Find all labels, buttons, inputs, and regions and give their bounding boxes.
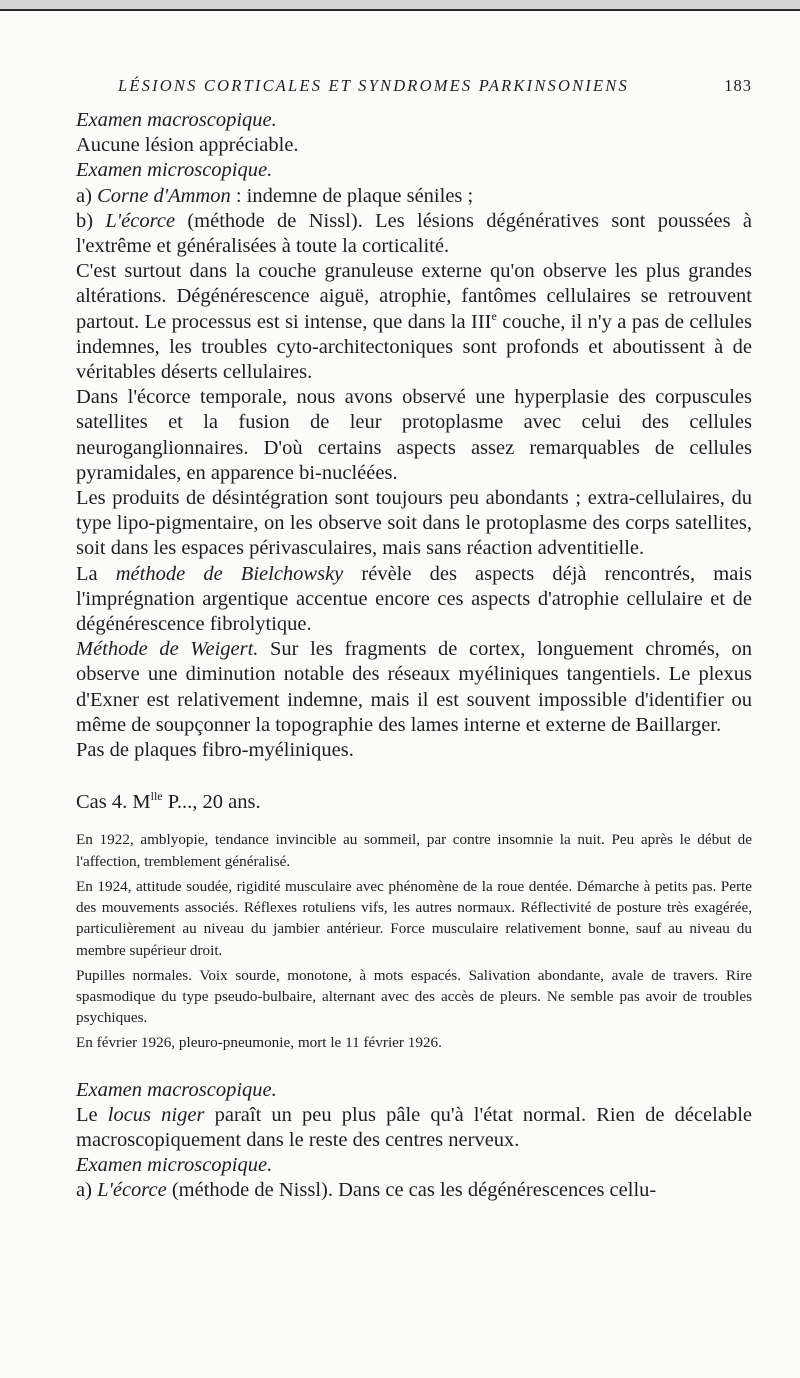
section-heading: Examen microscopique. — [76, 159, 273, 182]
paragraph: Les produits de désintégration sont toujours peu abondants ; extra-cellulaires, du type lipo-pigmentaire, on les observe soit dans le protoplasme des corps satellites, soit dans les espaces périvasculaires, mais sans réaction adventitielle. — [76, 487, 752, 560]
page-top-edge — [0, 0, 800, 11]
paragraph: a) Corne d'Ammon : indemne de plaque séniles ; — [76, 184, 474, 207]
paragraph: La méthode de Bielchowsky révèle des aspects déjà rencontrés, mais l'imprégnation argentique accentue encore ces aspects d'atrophie cellulaire et de dégénérescence fibrolytique. — [76, 562, 752, 636]
case-paragraph: En 1922, amblyopie, tendance invincible au sommeil, par contre insomnie la nuit. Peu après le début de l'affection, tremblement généralisé. — [76, 831, 752, 870]
section-heading: Examen macroscopique. — [76, 1078, 277, 1101]
running-title: LÉSIONS CORTICALES ET SYNDROMES PARKINSONIENS — [118, 76, 629, 95]
running-header — [118, 76, 752, 96]
case-paragraph: En 1924, attitude soudée, rigidité musculaire avec phénomène de la roue dentée. Démarche à petits pas. Perte des mouvements associés. Réflexes rotuliens vifs, les autres normaux. Réflectivité de posture très exagérée, particulièrement au niveau du jambier antérieur. Force musculaire relativement bonne, sauf au niveau du membre supérieur droit. — [76, 877, 752, 959]
section-heading: Examen microscopique. — [76, 1154, 273, 1177]
paragraph: C'est surtout dans la couche granuleuse externe qu'on observe les plus grandes altérations. Dégénérescence aiguë, atrophie, fantômes cellulaires se retrouvent partout. Le processus est si intense, que dans la IIIe couche, il n'y a pas de cellules indemnes, les troubles cyto-architectoniques sont profonds et aboutissent à de véritables déserts cellulaires. — [76, 260, 752, 384]
page-number: 183 — [724, 76, 752, 95]
paragraph: a) L'écorce (méthode de Nissl). Dans ce cas les dégénérescences cellu- — [76, 1179, 657, 1202]
paragraph: b) L'écorce (méthode de Nissl). Les lésions dégénératives sont poussées à l'extrême et généralisées à toute la corticalité. — [76, 209, 753, 258]
page-body — [76, 108, 752, 1204]
paragraph: Le locus niger paraît un peu plus pâle qu'à l'état normal. Rien de décelable macroscopiquement dans le reste des centres nerveux. — [76, 1103, 752, 1151]
paragraph: Pas de plaques fibro-myéliniques. — [76, 739, 354, 762]
paragraph: Méthode de Weigert. Sur les fragments de cortex, longuement chromés, on observe une diminution notable des réseaux myéliniques tangentiels. Le plexus d'Exner est relativement indemne, mais il est souvent impossible d'identifier ou même de soupçonner la topographie des lames interne et externe de Baillarger. — [76, 638, 752, 736]
case-paragraph: Pupilles normales. Voix sourde, monotone, à mots espacés. Salivation abondante, avale de travers. Rire spasmodique du type pseudo-bulbaire, alternant avec des accès de pleurs. Ne semble pas avoir de troubles psychiques. — [76, 966, 752, 1027]
case-paragraph: En février 1926, pleuro-pneumonie, mort le 11 février 1926. — [76, 1034, 442, 1052]
case-heading: Cas 4. $M^{lle}$ P..., 20 ans. — [76, 789, 261, 814]
paragraph: Aucune lésion appréciable. — [76, 134, 299, 157]
section-heading: Examen macroscopique. — [76, 109, 277, 131]
paragraph: Dans l'écorce temporale, nous avons observé une hyperplasie des corpuscules satellites et la fusion de leur protoplasme avec celui des cellules neuroganglionnaires. D'où certains aspects assez remarquables de cellules pyramidales, en apparence bi-nucléées. — [76, 386, 752, 484]
case-history — [76, 829, 752, 1053]
